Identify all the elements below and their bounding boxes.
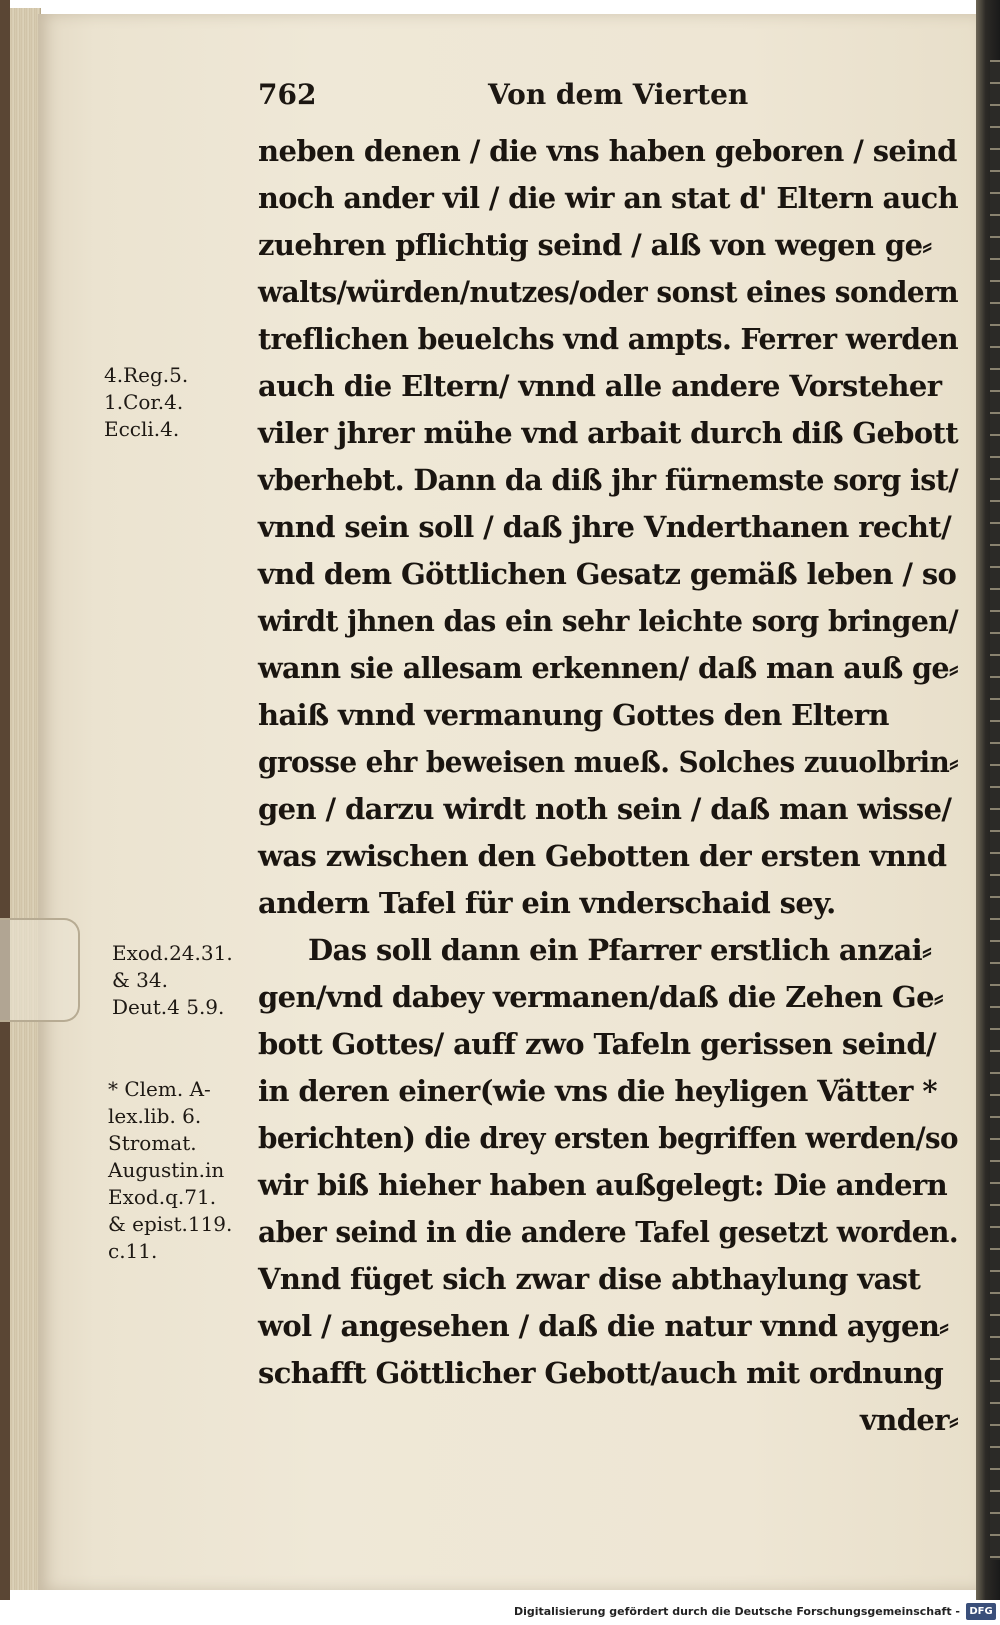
scanner-ruler [990,60,1000,1560]
text-line: treflichen beuelchs vnd ampts. Ferrer werden [258,322,958,356]
marginal-note-line: Exod.24.31. [112,941,233,965]
text-line: berichten) die drey ersten begriffen werden/so [258,1121,959,1155]
text-line: grosse ehr beweisen mueß. Solches zuuolbrin⸗ [258,745,958,779]
text-line: auch die Eltern/ vnnd alle andere Vorsteher [258,369,942,403]
marginal-note-references-2 [112,940,233,1021]
text-line: aber seind in die andere Tafel gesetzt worden. [258,1215,959,1249]
bookmark-clip [0,918,80,1022]
marginal-note-line: Augustin.in [108,1158,225,1182]
marginal-note-line: & epist.119. [108,1212,233,1236]
text-line: zuehren pflichtig seind / alß von wegen ge⸗ [258,228,932,262]
text-line: gen/vnd dabey vermanen/daß die Zehen Ge⸗ [258,980,943,1014]
marginal-note-line: 1.Cor.4. [104,390,184,414]
text-line: gen / darzu wirdt noth sein / daß man wisse/ [258,792,952,826]
text-line: vnd dem Göttlichen Gesatz gemäß leben / so [258,557,957,591]
text-line: Vnnd füget sich zwar dise abthaylung vast [258,1262,921,1296]
marginal-note-references-3 [108,1076,232,1265]
text-line: wol / angesehen / daß die natur vnnd aygen⸗ [258,1309,949,1343]
text-line: bott Gottes/ auff zwo Tafeln gerissen seind/ [258,1027,937,1061]
text-line: was zwischen den Gebotten der ersten vnnd [258,839,947,873]
page-number: 762 [258,78,317,111]
text-line: viler jhrer mühe vnd arbait durch diß Gebott [258,416,959,450]
marginal-note-line: lex.lib. 6. [108,1104,202,1128]
footer-bar [0,1600,1000,1625]
running-head [250,74,770,118]
text-line: walts/würden/nutzes/oder sonst eines sondern [258,275,959,309]
funding-credit: Digitalisierung gefördert durch die Deutsche Forschungsgemeinschaft - [513,1605,960,1618]
main-text-block [258,128,958,1444]
dfg-logo-icon: DFG [966,1603,996,1620]
marginal-note-line: 4.Reg.5. [104,363,189,387]
marginal-note-line: Exod.q.71. [108,1185,217,1209]
book-binding-left [0,0,10,1600]
text-line: andern Tafel für ein vnderschaid sey. [258,886,836,920]
text-line: wirdt jhnen das ein sehr leichte sorg bringen/ [258,604,959,638]
catchword: vnder⸗ [860,1403,958,1437]
marginal-note-line: c.11. [108,1239,158,1263]
text-line: vberhebt. Dann da diß jhr fürnemste sorg ist/ [258,463,959,497]
text-line: in deren einer(wie vns die heyligen Vätter * [258,1074,937,1108]
text-line: neben denen / die vns haben geboren / seind [258,134,957,168]
marginal-note-line: Eccli.4. [104,417,180,441]
text-line: noch ander vil / die wir an stat d' Eltern auch [258,181,958,215]
marginal-note-line: & 34. [112,968,168,992]
marginal-note-references-1 [104,362,188,443]
text-line: vnnd sein soll / daß jhre Vnderthanen recht/ [258,510,952,544]
running-title: Von dem Vierten [488,78,749,111]
text-line-paragraph-start: Das soll dann ein Pfarrer erstlich anzai⸗ [308,933,932,967]
marginal-note-line: * Clem. A- [108,1077,211,1101]
text-line: wir biß hieher haben außgelegt: Die andern [258,1168,948,1202]
page-edges-stack [10,8,41,1590]
marginal-note-line: Deut.4 5.9. [112,995,225,1019]
text-line: haiß vnnd vermanung Gottes den Eltern [258,698,889,732]
text-line: schafft Göttlicher Gebott/auch mit ordnung [258,1356,944,1390]
text-line: wann sie allesam erkennen/ daß man auß ge⸗ [258,651,959,685]
marginal-note-line: Stromat. [108,1131,197,1155]
